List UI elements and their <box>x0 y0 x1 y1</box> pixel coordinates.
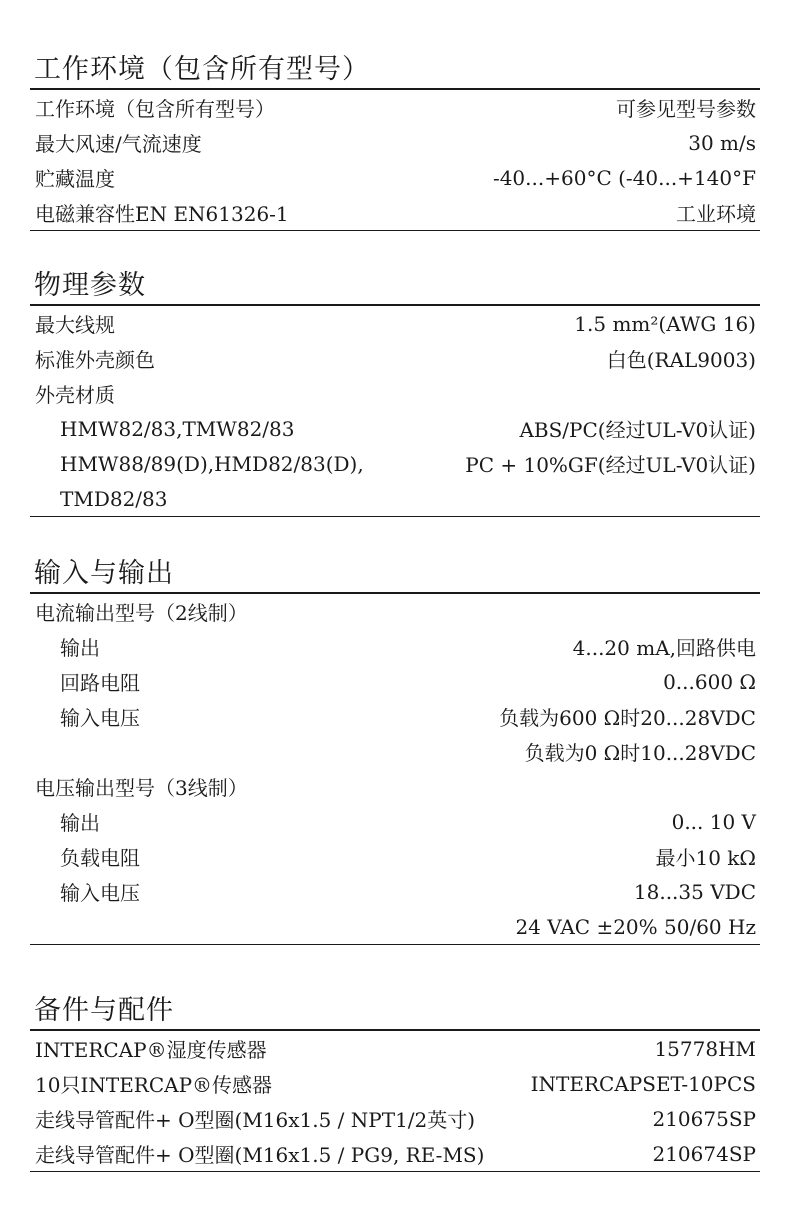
spec-label: 输出 <box>60 811 100 835</box>
spec-row <box>30 1101 760 1136</box>
spec-label: 10只INTERCAP®传感器 <box>35 1073 273 1097</box>
spec-row <box>30 699 760 734</box>
spec-row <box>30 376 760 411</box>
spec-value: 210674SP <box>652 1141 756 1166</box>
spec-row <box>30 804 760 839</box>
spec-value: 负载为0 Ω时10...28VDC <box>524 741 756 765</box>
section-title: 工作环境（包含所有型号） <box>30 52 760 90</box>
section-title: 物理参数 <box>30 268 760 306</box>
spec-label: 负载电阻 <box>60 846 140 870</box>
spec-table <box>30 594 760 945</box>
spec-label: 最大线规 <box>35 313 115 337</box>
spec-label: 外壳材质 <box>35 383 115 407</box>
spec-row <box>30 341 760 376</box>
spec-label: 工作环境（包含所有型号） <box>35 97 275 121</box>
spec-label: 输出 <box>60 636 100 660</box>
spec-label: 电压输出型号（3线制） <box>35 776 248 800</box>
section-input-output <box>30 556 760 945</box>
spec-label: 贮藏温度 <box>35 167 115 191</box>
spec-value: 30 m/s <box>688 130 756 155</box>
spec-label: INTERCAP®湿度传感器 <box>35 1038 267 1062</box>
spec-value: 负载为600 Ω时20...28VDC <box>499 706 756 730</box>
spec-label: 电磁兼容性EN EN61326-1 <box>35 202 289 226</box>
spec-row <box>30 195 760 230</box>
spec-row <box>30 481 760 516</box>
spec-value: 可参见型号参数 <box>616 97 756 121</box>
spec-row <box>30 594 760 629</box>
spec-row <box>30 734 760 769</box>
spec-value: -40...+60°C (-40...+140°F <box>492 165 756 190</box>
spec-label: TMD82/83 <box>60 486 168 511</box>
spec-value: 工业环境 <box>676 202 756 226</box>
spec-row <box>30 629 760 664</box>
section-spare-parts <box>30 993 760 1172</box>
spec-value: 24 VAC ±20% 50/60 Hz <box>515 914 756 939</box>
spec-value: ABS/PC(经过UL-V0认证) <box>519 418 756 442</box>
spec-row <box>30 1031 760 1066</box>
section-physical-parameters <box>30 268 760 517</box>
spec-table <box>30 1031 760 1172</box>
spec-label: 标准外壳颜色 <box>35 348 155 372</box>
section-title: 备件与配件 <box>30 993 760 1031</box>
spec-row <box>30 909 760 944</box>
spec-row <box>30 664 760 699</box>
spec-label: 电流输出型号（2线制） <box>35 601 248 625</box>
spec-row <box>30 1066 760 1101</box>
spec-value: 最小10 kΩ <box>655 846 756 870</box>
spec-table <box>30 306 760 517</box>
spec-table <box>30 90 760 231</box>
spec-value: 210675SP <box>652 1106 756 1131</box>
spec-row <box>30 839 760 874</box>
spec-value: 15778HM <box>654 1036 756 1061</box>
section-operating-environment <box>30 52 760 231</box>
spec-value: 18...35 VDC <box>633 879 756 904</box>
spec-row <box>30 125 760 160</box>
spec-label: 走线导管配件+ O型圈(M16x1.5 / PG9, RE-MS) <box>35 1143 485 1167</box>
spec-row <box>30 874 760 909</box>
spec-row <box>30 160 760 195</box>
spec-row <box>30 90 760 125</box>
spec-value: PC + 10%GF(经过UL-V0认证) <box>465 453 756 477</box>
spec-row <box>30 306 760 341</box>
spec-label: HMW82/83,TMW82/83 <box>60 416 295 441</box>
spec-label: 输入电压 <box>60 881 140 905</box>
section-title: 输入与输出 <box>30 556 760 594</box>
spec-row <box>30 411 760 446</box>
spec-value: 白色(RAL9003) <box>606 348 756 372</box>
spec-value: 0... 10 V <box>671 809 756 834</box>
spec-label: 最大风速/气流速度 <box>35 132 202 156</box>
spec-value: 4...20 mA,回路供电 <box>572 636 756 660</box>
spec-value: INTERCAPSET-10PCS <box>530 1071 756 1096</box>
spec-value: 0...600 Ω <box>663 669 756 694</box>
spec-label: 输入电压 <box>60 706 140 730</box>
spec-row <box>30 1136 760 1171</box>
spec-label: 走线导管配件+ O型圈(M16x1.5 / NPT1/2英寸) <box>35 1108 476 1132</box>
spec-label: 回路电阻 <box>60 671 140 695</box>
spec-value: 1.5 mm²(AWG 16) <box>574 311 756 336</box>
spec-row <box>30 446 760 481</box>
spec-row <box>30 769 760 804</box>
spec-label: HMW88/89(D),HMD82/83(D), <box>60 451 364 476</box>
